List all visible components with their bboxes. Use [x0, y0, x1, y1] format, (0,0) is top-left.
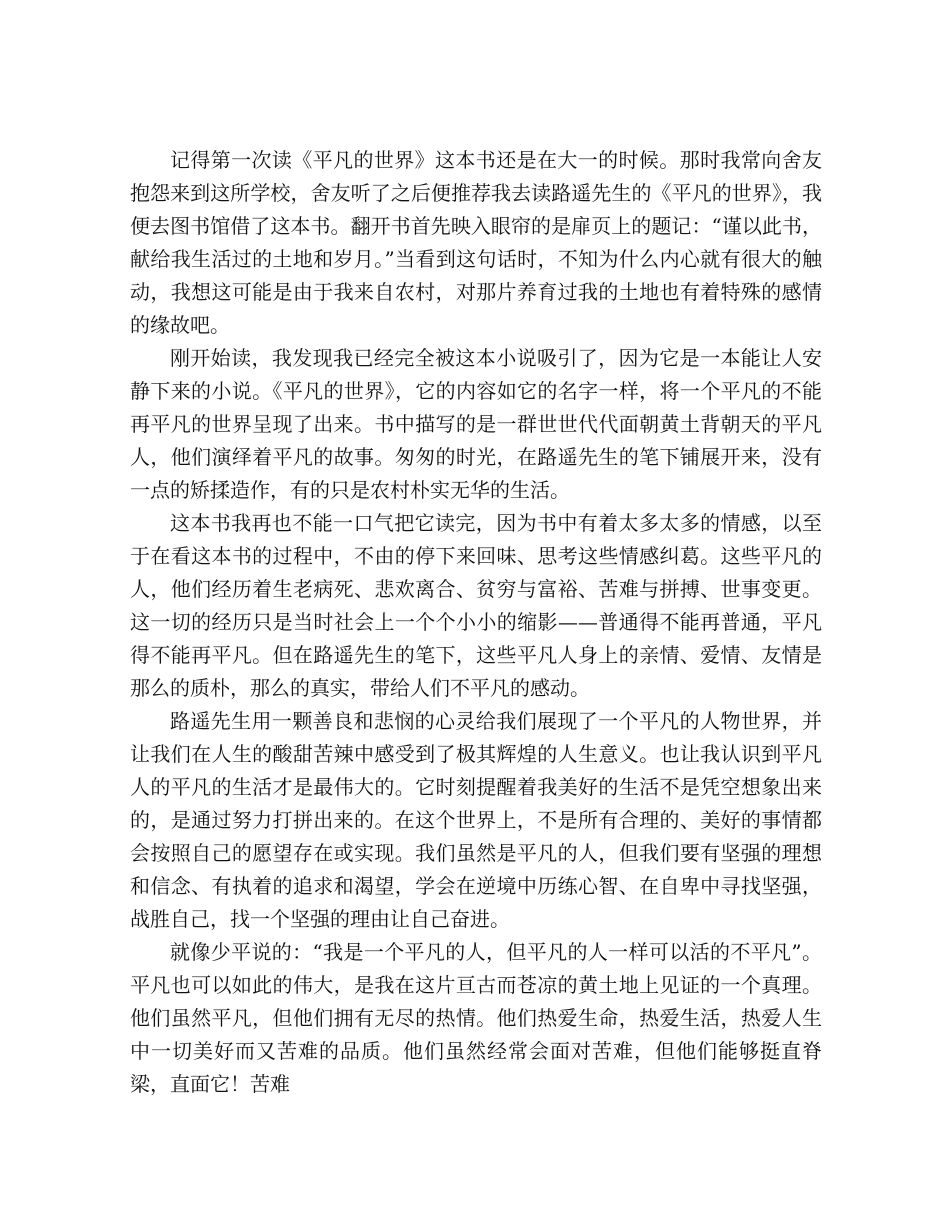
document-page	[130, 144, 822, 1101]
paragraph-1: 记得第一次读《平凡的世界》这本书还是在大一的时候。那时我常向舍友抱怨来到这所学校，舍友听了之后便推荐我去读路遥先生的《平凡的世界》，我便去图书馆借了这本书。翻开书首先映入眼帘的是扉页上的题记：“谨以此书，献给我生活过的土地和岁月。”当看到这句话时，不知为什么内心就有很大的触动，我想这可能是由于我来自农村，对那片养育过我的土地也有着特殊的感情的缘故吧。	[130, 148, 822, 337]
paragraph-5: 就像少平说的：“我是一个平凡的人，但平凡的人一样可以活的不平凡”。平凡也可以如此的伟大，是我在这片亘古而苍凉的黄土地上见证的一个真理。他们虽然平凡，但他们拥有无尽的热情。他们热爱生命，热爱生活，热爱人生中一切美好而又苦难的品质。他们虽然经常会面对苦难，但他们能够挺直脊梁，直面它！苦难	[130, 940, 822, 1096]
paragraph-4: 路遥先生用一颗善良和悲悯的心灵给我们展现了一个平凡的人物世界，并让我们在人生的酸甜苦辣中感受到了极其辉煌的人生意义。也让我认识到平凡人的平凡的生活才是最伟大的。它时刻提醒着我美好的生活不是凭空想象出来的，是通过努力打拼出来的。在这个世界上，不是所有合理的、美好的事情都会按照自己的愿望存在或实现。我们虽然是平凡的人，但我们要有坚强的理想和信念、有执着的追求和渴望，学会在逆境中历练心智、在自卑中寻找坚强，战胜自己，找一个坚强的理由让自己奋进。	[130, 709, 822, 931]
paragraph-3: 这本书我再也不能一口气把它读完，因为书中有着太多太多的情感，以至于在看这本书的过程中，不由的停下来回味、思考这些情感纠葛。这些平凡的人，他们经历着生老病死、悲欢离合、贫穷与富裕、苦难与拼搏、世事变更。这一切的经历只是当时社会上一个个小小的缩影——普通得不能再普通，平凡得不能再平凡。但在路遥先生的笔下，这些平凡人身上的亲情、爱情、友情是那么的质朴，那么的真实，带给人们不平凡的感动。	[130, 511, 822, 700]
paragraph-2: 刚开始读，我发现我已经完全被这本小说吸引了，因为它是一本能让人安静下来的小说。《平凡的世界》，它的内容如它的名字一样，将一个平凡的不能再平凡的世界呈现了出来。书中描写的是一群世世代代面朝黄土背朝天的平凡人，他们演绎着平凡的故事。匆匆的时光，在路遥先生的笔下铺展开来，没有一点的矫揉造作，有的只是农村朴实无华的生活。	[130, 346, 822, 502]
